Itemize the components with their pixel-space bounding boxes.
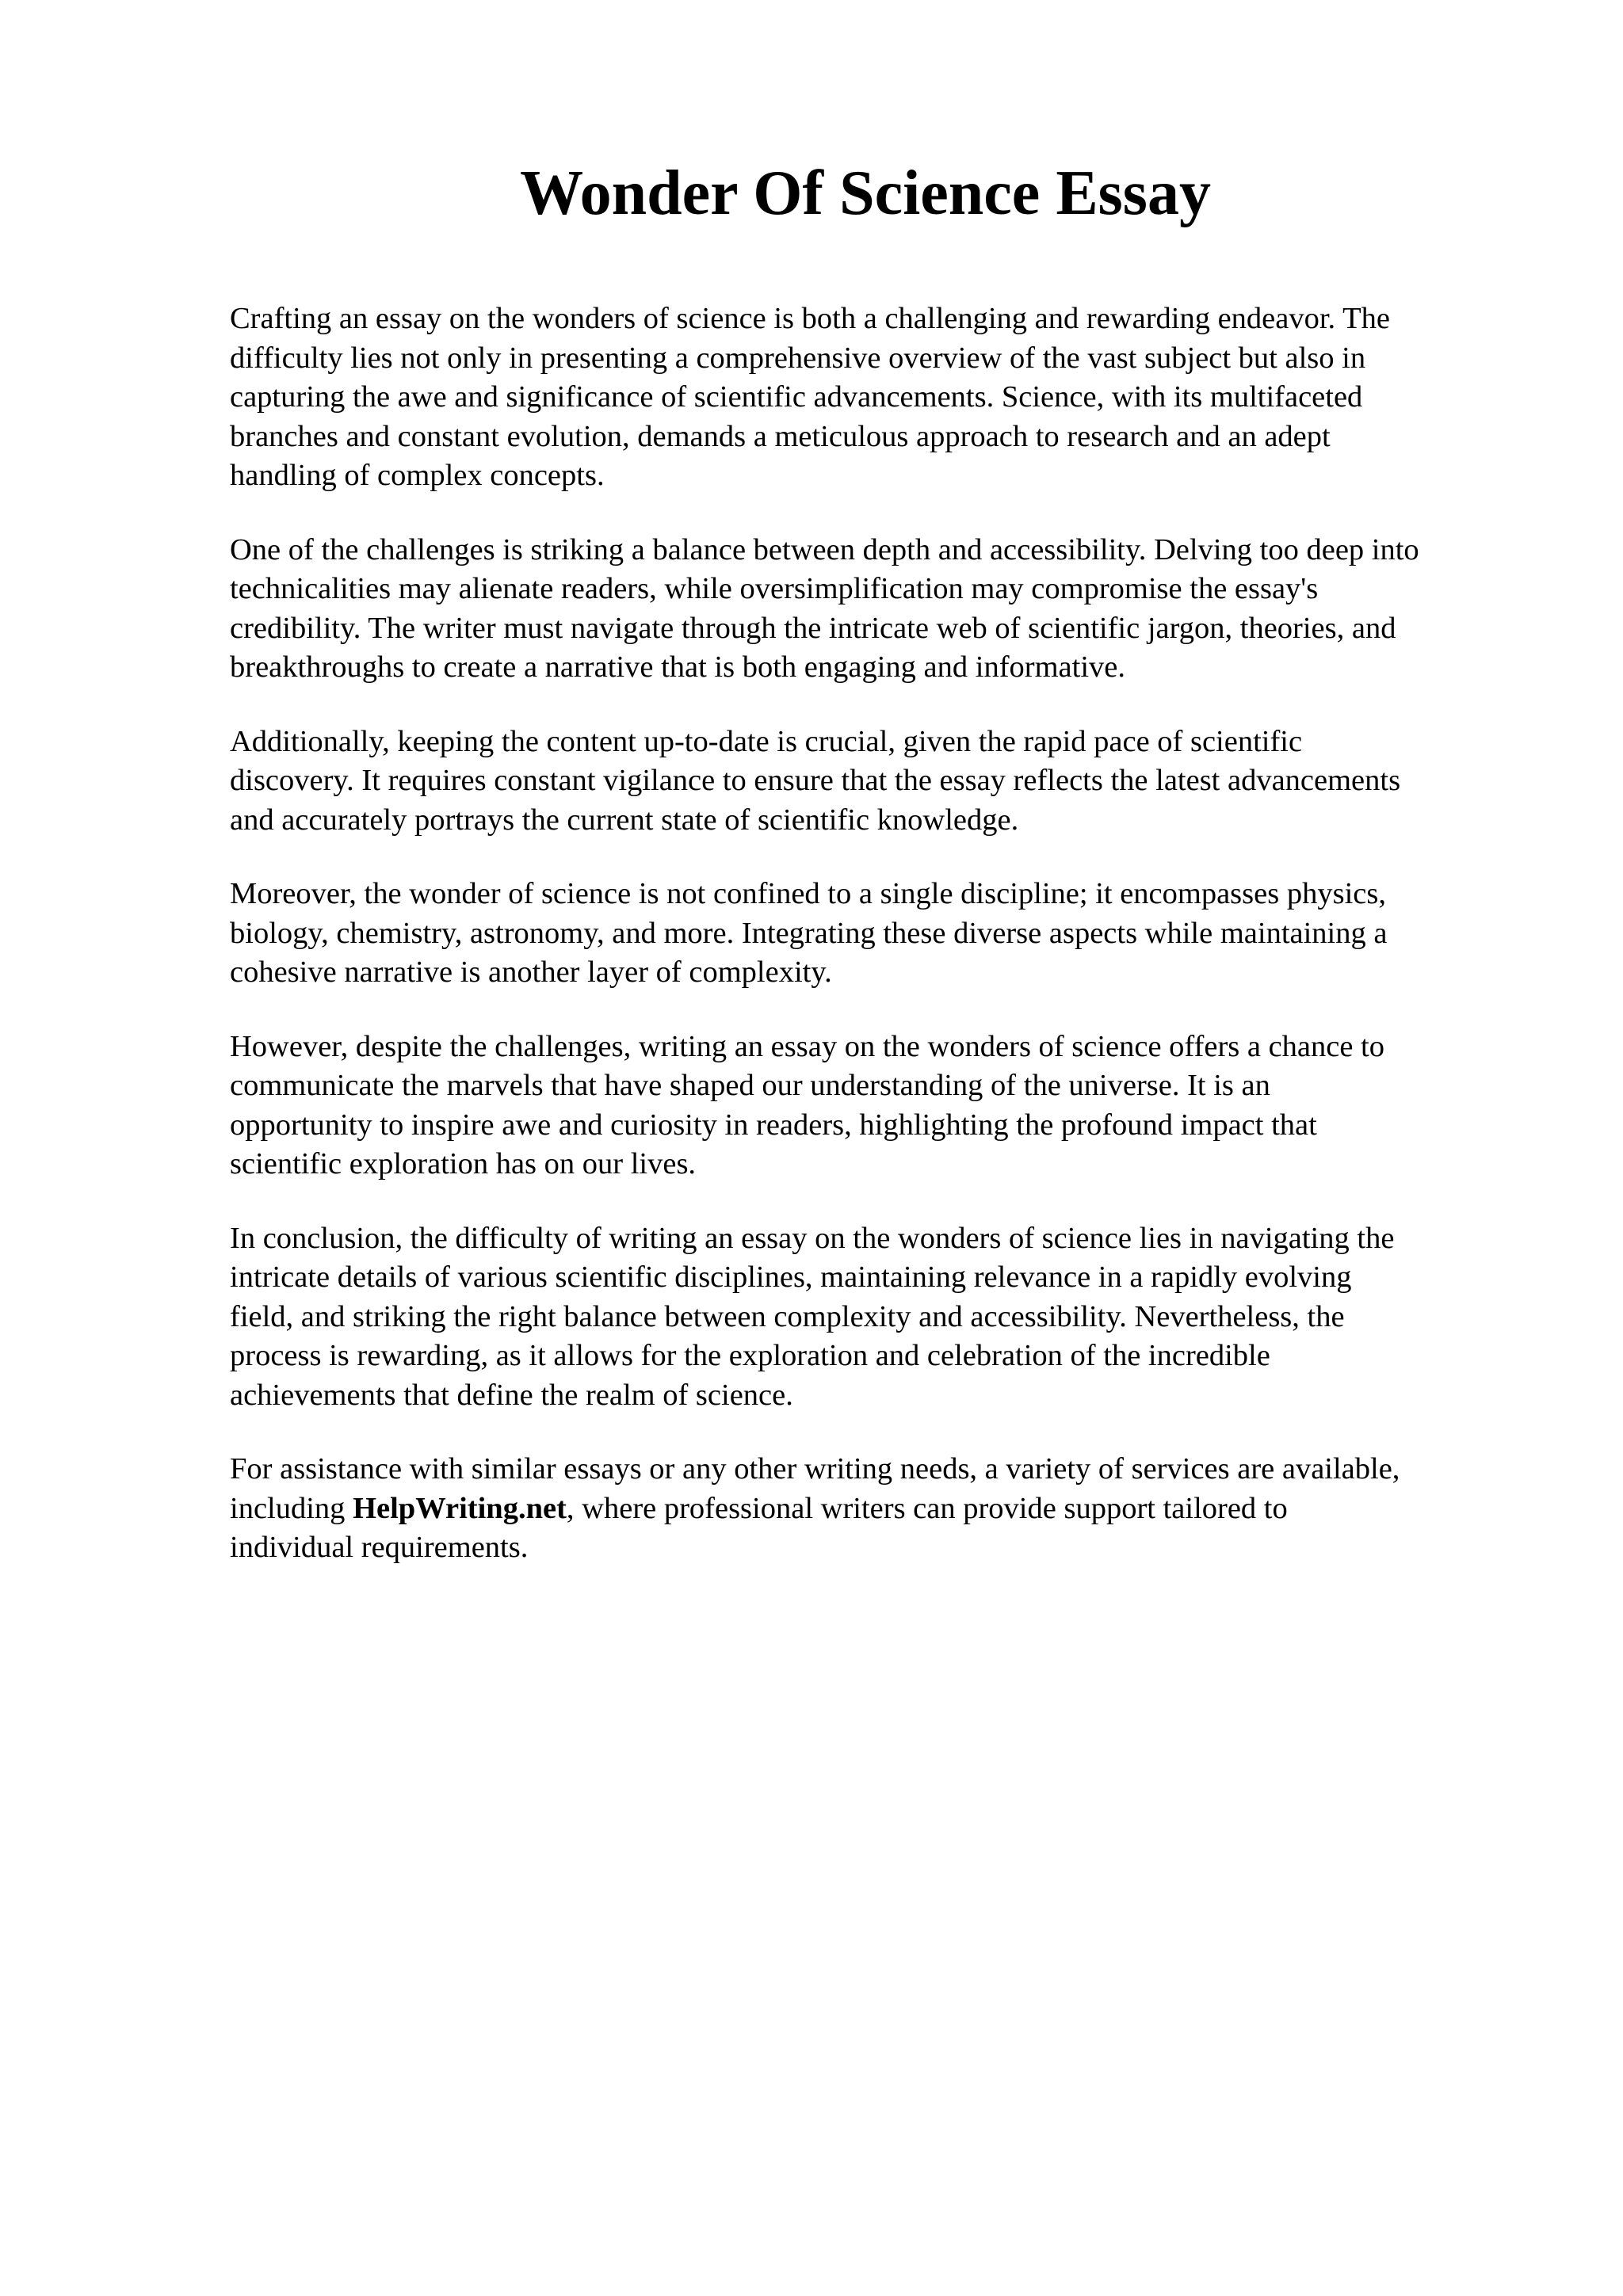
paragraph-line: In conclusion, the difficulty of writing an essay on the wonders of science lies in navigating the	[230, 1221, 1395, 1255]
closing-prefix: including	[230, 1491, 353, 1525]
paragraph-line: technicalities may alienate readers, while oversimplification may compromise the essay's	[230, 572, 1319, 605]
paragraph-line: handling of complex concepts.	[230, 459, 605, 492]
closing-paragraph	[230, 1450, 1529, 1568]
paragraph-line: and accurately portrays the current state of scientific knowledge.	[230, 803, 1019, 837]
paragraph-line: Moreover, the wonder of science is not confined to a single discipline; it encompasses physics,	[230, 877, 1386, 910]
closing-suffix: , where professional writers can provide support tailored to	[566, 1491, 1288, 1525]
paragraph-1	[230, 299, 1529, 496]
paragraph-line: opportunity to inspire awe and curiosity in readers, highlighting the profound impact that	[230, 1108, 1317, 1142]
paragraph-line: intricate details of various scientific disciplines, maintaining relevance in a rapidly evolving	[230, 1261, 1352, 1294]
paragraph-line: cohesive narrative is another layer of complexity.	[230, 955, 832, 989]
helpwriting-link[interactable]: HelpWriting.net	[353, 1491, 567, 1525]
paragraph-3	[230, 723, 1529, 841]
paragraph-line: field, and striking the right balance between complexity and accessibility. Nevertheless, the	[230, 1299, 1345, 1333]
paragraph-line: achievements that define the realm of science.	[230, 1378, 793, 1412]
paragraph-line: Additionally, keeping the content up-to-date is crucial, given the rapid pace of scientific	[230, 724, 1303, 758]
paragraph-line: capturing the awe and significance of scientific advancements. Science, with its multifaceted	[230, 380, 1363, 414]
paragraph-line: branches and constant evolution, demands a meticulous approach to research and an adept	[230, 419, 1331, 453]
paragraph-line: scientific exploration has on our lives.	[230, 1147, 697, 1180]
paragraph-4	[230, 875, 1529, 993]
paragraph-line-with-link	[230, 1489, 1529, 1529]
paragraph-line: communicate the marvels that have shaped our understanding of the universe. It is an	[230, 1069, 1270, 1102]
paragraph-line: One of the challenges is striking a balance between depth and accessibility. Delving too deep into	[230, 532, 1419, 566]
paragraph-line: Crafting an essay on the wonders of science is both a challenging and rewarding endeavor. The	[230, 302, 1390, 335]
paragraph-line: biology, chemistry, astronomy, and more. Integrating these diverse aspects while maintaining a	[230, 916, 1388, 950]
page-title: Wonder Of Science Essay	[520, 158, 1211, 228]
essay-body	[230, 299, 1529, 1603]
paragraph-line: credibility. The writer must navigate through the intricate web of scientific jargon, theories, and	[230, 611, 1396, 645]
paragraph-line: process is rewarding, as it allows for the exploration and celebration of the incredible	[230, 1339, 1270, 1372]
paragraph-5	[230, 1028, 1529, 1184]
paragraph-line: individual requirements.	[230, 1531, 529, 1564]
paragraph-6	[230, 1219, 1529, 1416]
paragraph-line: For assistance with similar essays or any other writing needs, a variety of services are available,	[230, 1452, 1400, 1486]
paragraph-line: However, despite the challenges, writing an essay on the wonders of science offers a chance to	[230, 1029, 1385, 1063]
paragraph-line: discovery. It requires constant vigilance to ensure that the essay reflects the latest advancements	[230, 764, 1401, 797]
paragraph-2	[230, 531, 1529, 688]
paragraph-line: difficulty lies not only in presenting a comprehensive overview of the vast subject but also in	[230, 341, 1366, 375]
paragraph-line: breakthroughs to create a narrative that is both engaging and informative.	[230, 650, 1125, 684]
